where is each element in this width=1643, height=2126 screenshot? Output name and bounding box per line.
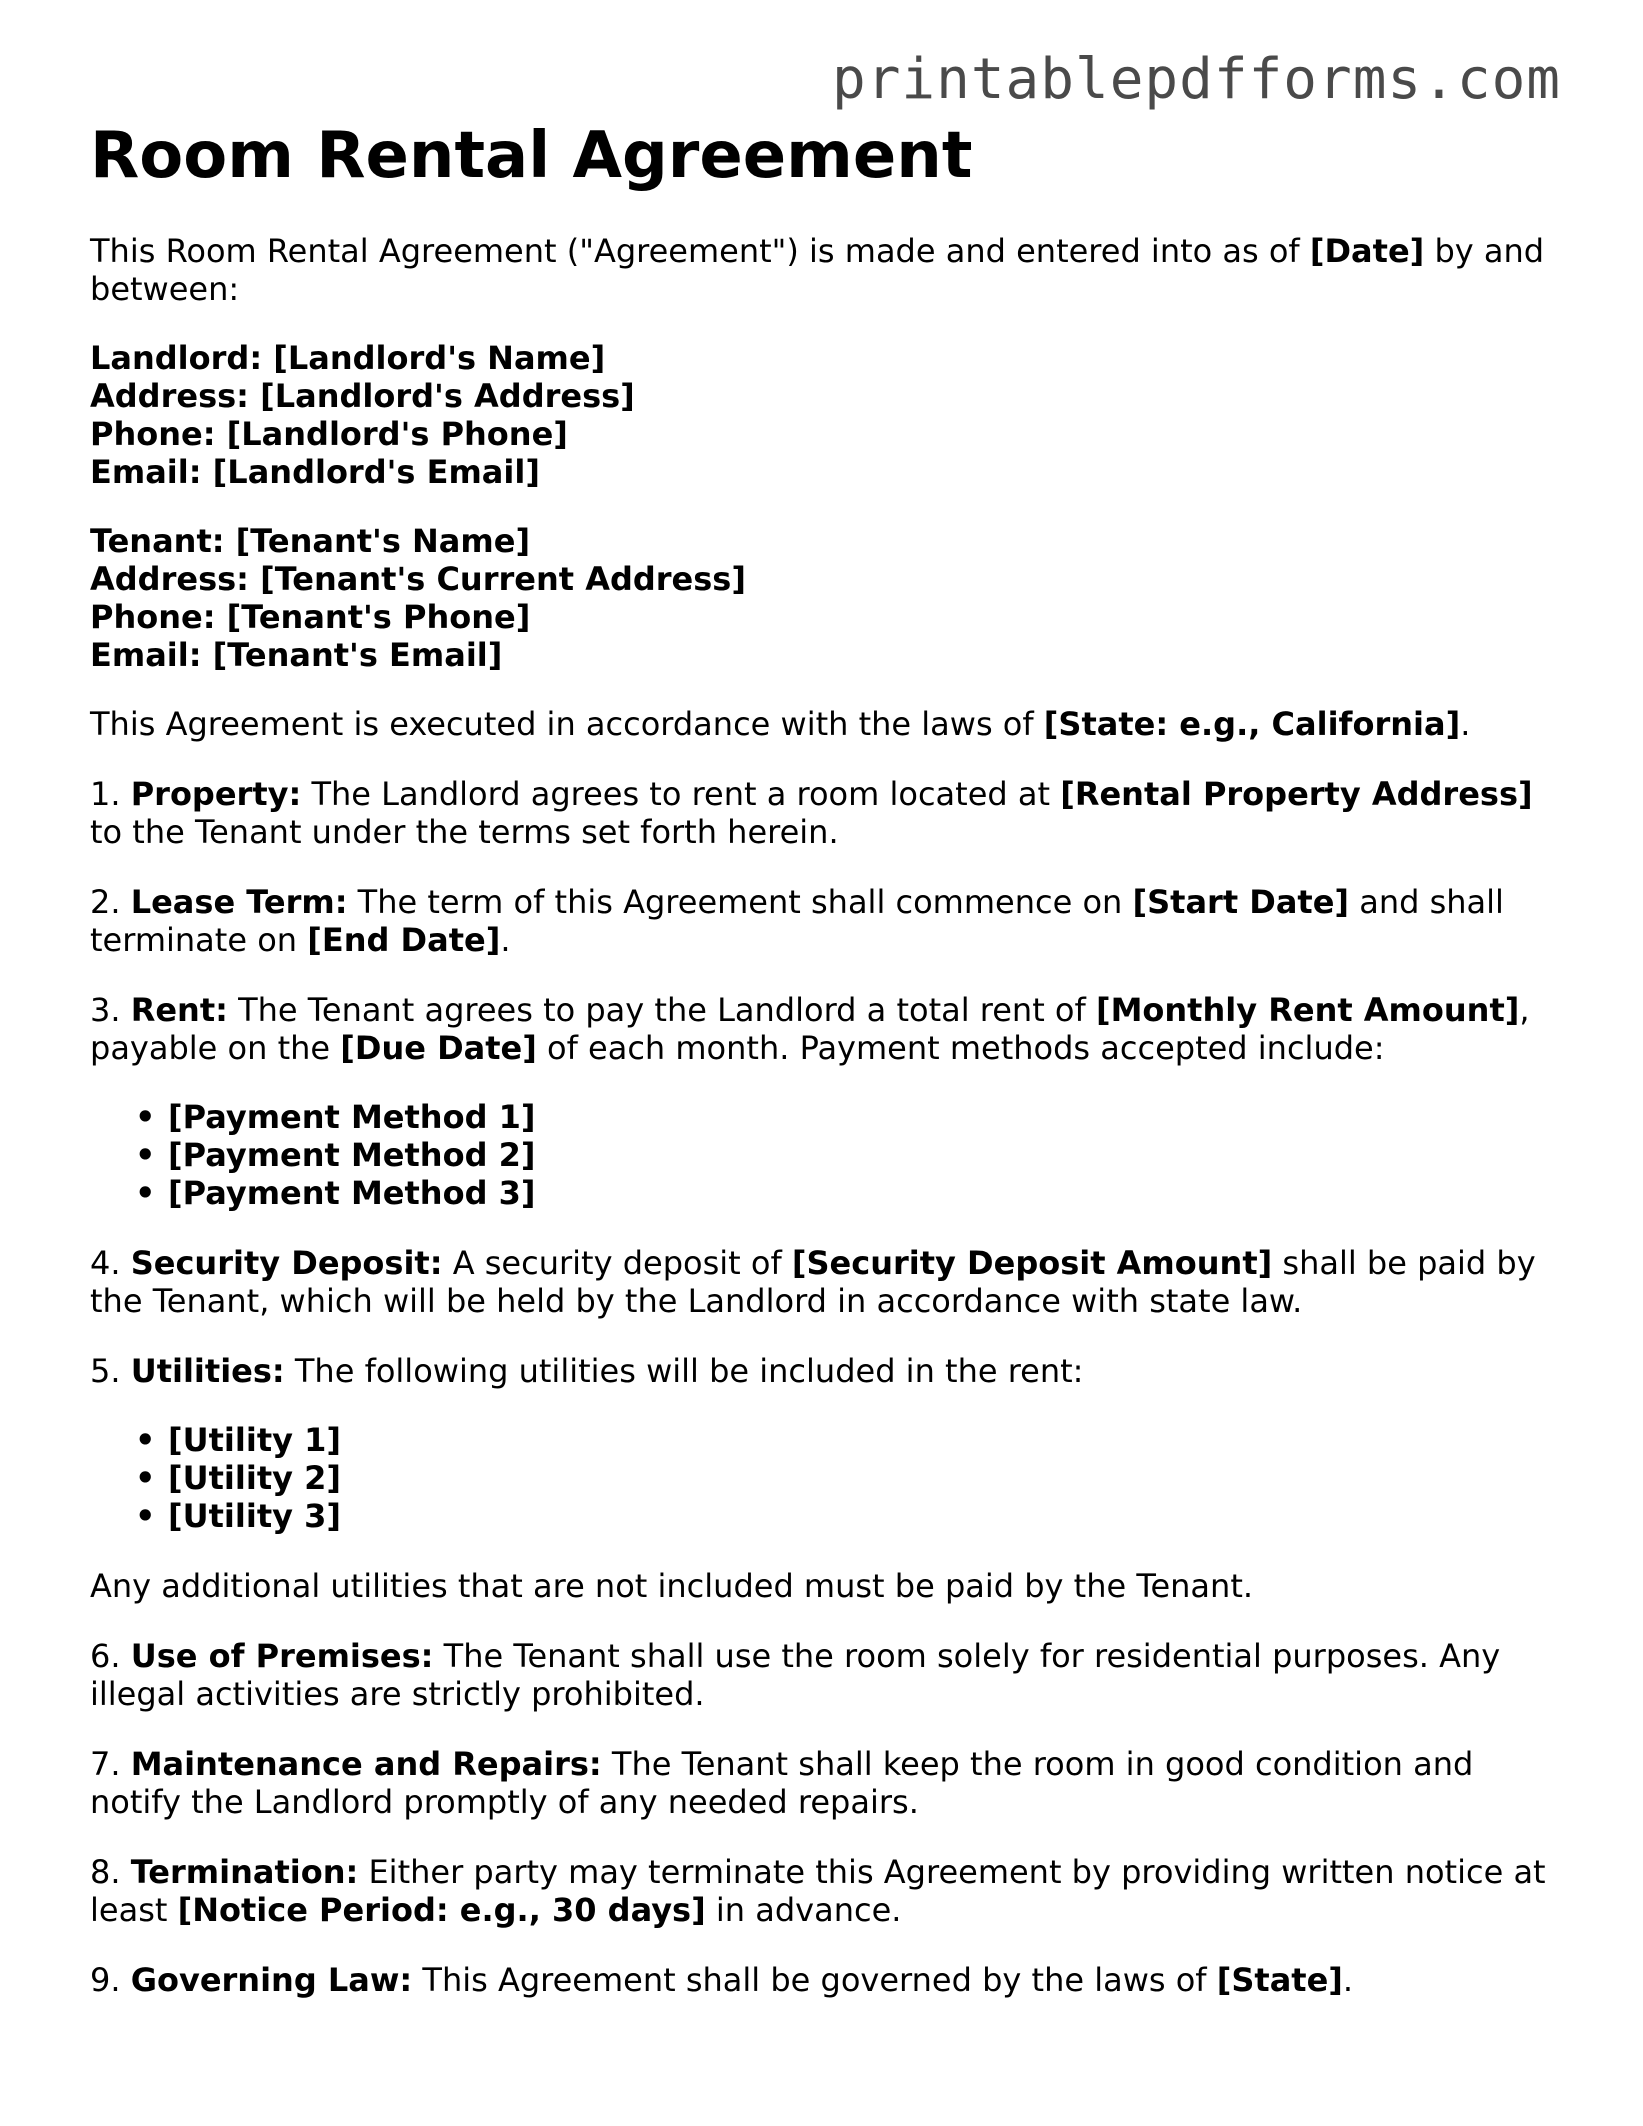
section-text: This Agreement shall be governed by the laws of [412,1961,1217,1999]
payment-method: [Payment Method 3] [168,1174,536,1212]
section-number: 3. [90,991,131,1029]
state-placeholder: [State] [1216,1961,1343,1999]
laws-text: This Agreement is executed in accordance with the laws of [90,705,1044,743]
deposit-amount-placeholder: [Security Deposit Amount] [791,1244,1273,1282]
intro-text-end: by and between: [90,232,1545,308]
section-text: , payable on the [90,991,1530,1067]
utility: [Utility 3] [168,1497,341,1535]
section-utilities [90,1352,1570,1390]
section-number: 7. [90,1745,131,1783]
bullet-icon: • [135,1459,156,1497]
section-text: The Landlord agrees to rent a room located at [301,775,1061,813]
payment-methods-list [90,1098,1570,1212]
list-item [135,1098,1570,1136]
intro-text: This Room Rental Agreement ("Agreement") is made and entered into as of [90,232,1310,270]
section-lease-term [90,883,1570,959]
section-text: shall be paid by the Tenant, which will be held by the Landlord in accordance with state law. [90,1244,1536,1320]
payment-method: [Payment Method 2] [168,1136,536,1174]
section-security-deposit [90,1244,1570,1320]
section-text: The Tenant shall keep the room in good condition and notify the Landlord promptly of any needed repairs. [90,1745,1474,1821]
section-text: A security deposit of [442,1244,792,1282]
section-number: 2. [90,883,131,921]
section-heading: Governing Law: [130,1961,413,1999]
rent-amount-placeholder: [Monthly Rent Amount] [1095,991,1520,1029]
section-governing-law [90,1961,1570,1999]
section-number: 4. [90,1244,131,1282]
section-heading: Termination: [130,1853,359,1891]
list-item [135,1136,1570,1174]
bullet-icon: • [135,1098,156,1136]
section-text: in advance. [705,1891,902,1929]
section-heading: Use of Premises: [130,1637,434,1675]
landlord-name: Landlord: [Landlord's Name] [90,339,606,377]
intro-paragraph [90,232,1570,308]
bullet-icon: • [135,1136,156,1174]
section-number: 8. [90,1853,131,1891]
tenant-phone: Phone: [Tenant's Phone] [90,598,531,636]
section-text: . [500,921,511,959]
list-item [135,1459,1570,1497]
section-use-of-premises [90,1637,1570,1713]
section-text: of each month. Payment methods accepted include: [536,1029,1385,1067]
landlord-phone: Phone: [Landlord's Phone] [90,415,568,453]
due-date-placeholder: [Due Date] [340,1029,537,1067]
laws-paragraph [90,705,1570,743]
payment-method: [Payment Method 1] [168,1098,536,1136]
landlord-address: Address: [Landlord's Address] [90,377,635,415]
start-date-placeholder: [Start Date] [1132,883,1350,921]
section-text: The Tenant agrees to pay the Landlord a total rent of [227,991,1096,1029]
section-heading: Security Deposit: [130,1244,443,1282]
utility: [Utility 1] [168,1421,341,1459]
utilities-note: Any additional utilities that are not included must be paid by the Tenant. [90,1567,1254,1605]
section-heading: Rent: [130,991,228,1029]
landlord-email: Email: [Landlord's Email] [90,453,540,491]
section-heading: Maintenance and Repairs: [130,1745,602,1783]
bullet-icon: • [135,1497,156,1535]
section-text: . [1342,1961,1354,1999]
section-maintenance [90,1745,1570,1821]
section-number: 6. [90,1637,131,1675]
section-heading: Lease Term: [130,883,348,921]
list-item [135,1421,1570,1459]
bullet-icon: • [135,1174,156,1212]
section-number: 1. [90,775,131,813]
section-text: The Tenant shall use the room solely for residential purposes. Any illegal activities are strictly prohibited. [90,1637,1501,1713]
section-text: The following utilities will be included in the rent: [284,1352,1084,1390]
section-text: and shall terminate on [90,883,1504,959]
list-item [135,1174,1570,1212]
end-date-placeholder: [End Date] [307,921,501,959]
section-text: Either party may terminate this Agreement by providing written notice at least [90,1853,1546,1929]
document-title: Room Rental Agreement [90,119,973,193]
rental-address-placeholder: [Rental Property Address] [1060,775,1533,813]
section-heading: Property: [130,775,302,813]
date-placeholder: [Date] [1309,232,1425,270]
section-number: 5. [90,1352,131,1390]
laws-text-end: . [1460,705,1471,743]
section-number: 9. [90,1961,131,1999]
document-page [90,118,1570,1999]
section-text: to the Tenant under the terms set forth herein. [90,813,839,851]
section-rent [90,991,1570,1067]
section-property [90,775,1570,851]
tenant-email: Email: [Tenant's Email] [90,636,503,674]
section-termination [90,1853,1570,1929]
section-text: The term of this Agreement shall commence on [347,883,1133,921]
notice-period-placeholder: [Notice Period: e.g., 30 days] [177,1891,706,1929]
tenant-address: Address: [Tenant's Current Address] [90,560,746,598]
bullet-icon: • [135,1421,156,1459]
tenant-name: Tenant: [Tenant's Name] [90,522,531,560]
utilities-list [90,1421,1570,1535]
list-item [135,1497,1570,1535]
utility: [Utility 2] [168,1459,341,1497]
state-placeholder: [State: e.g., California] [1043,705,1461,743]
section-heading: Utilities: [130,1352,285,1390]
tenant-block [90,522,1570,674]
watermark-text: printablepdfforms.com [831,47,1561,112]
landlord-block [90,339,1570,491]
